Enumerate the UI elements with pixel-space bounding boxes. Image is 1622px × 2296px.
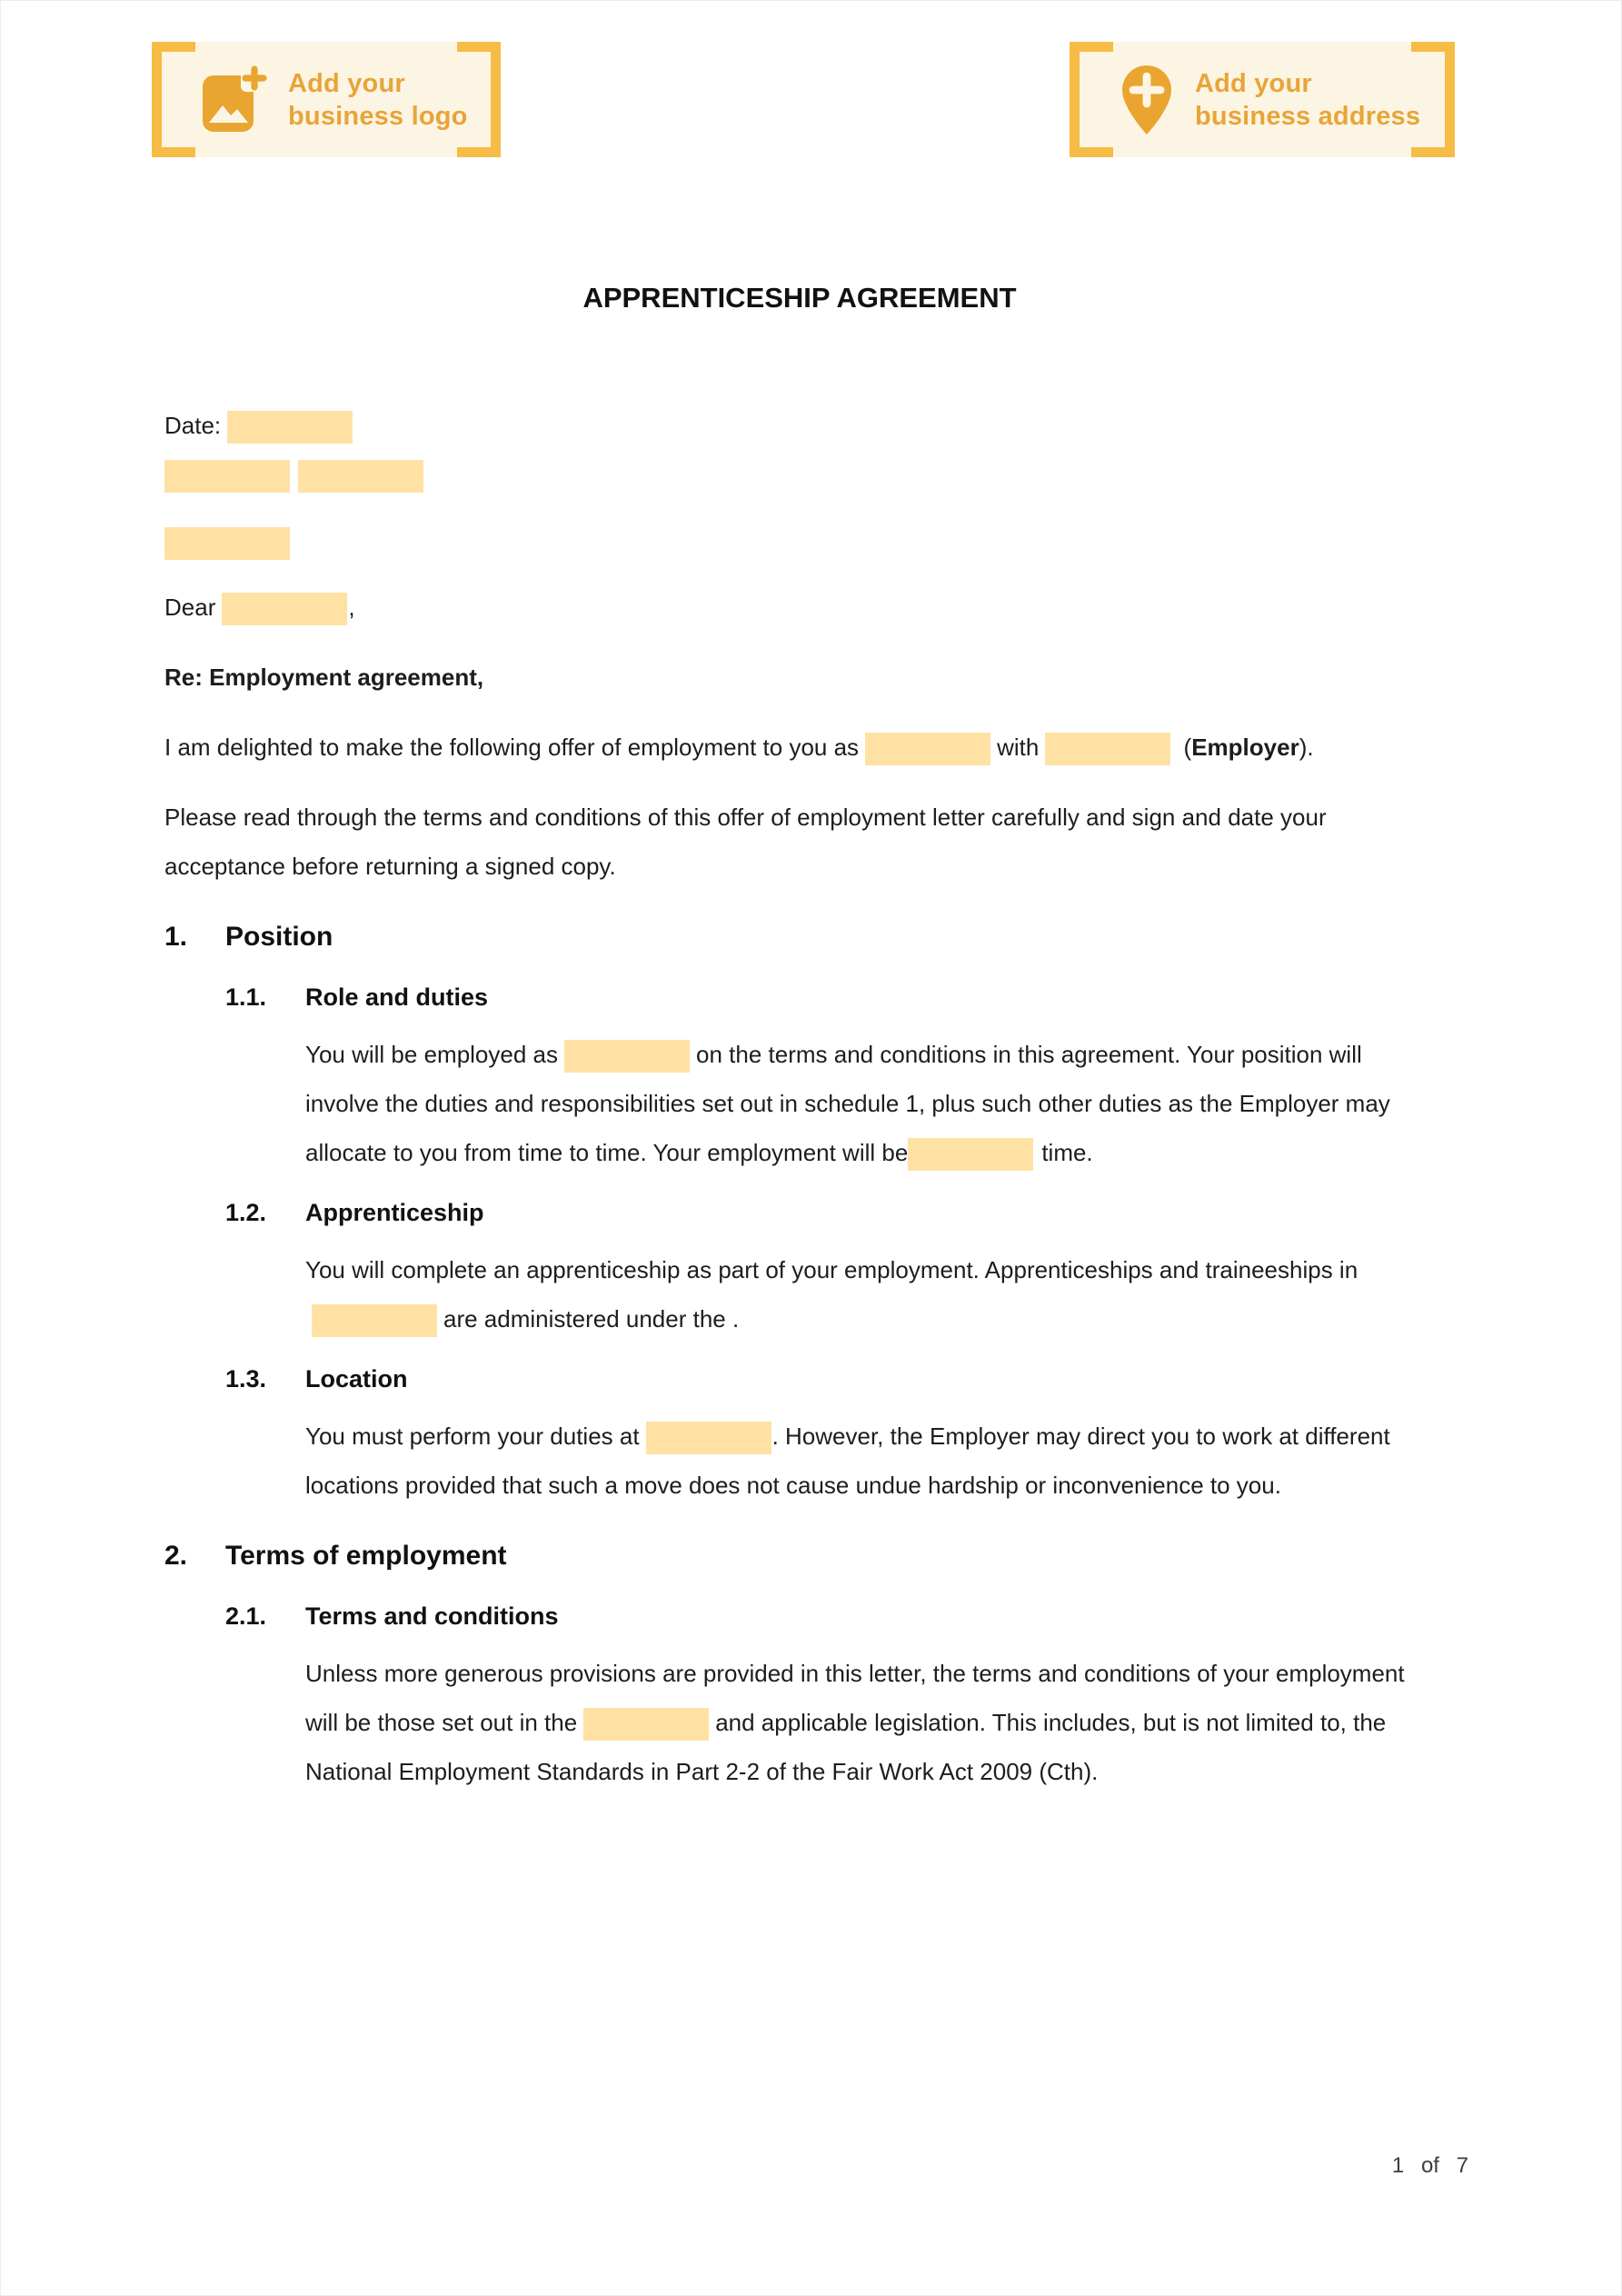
offer-paragraph: I am delighted to make the following offer of employment to you as with (Employer).	[164, 723, 1435, 772]
section-number: 1.	[164, 922, 188, 952]
document-title: APPRENTICESHIP AGREEMENT	[582, 282, 1017, 314]
subsection-heading-2-1	[225, 1592, 1435, 1641]
subsection-title: Location	[305, 1365, 408, 1393]
section-heading-2	[164, 1532, 1435, 1581]
subsection-body-1-2: You will complete an apprenticeship as part of your employment. Apprenticeships and traineeships inare administered under the .	[305, 1245, 1435, 1343]
subsection-title: Apprenticeship	[305, 1199, 484, 1226]
subsection-title: Role and duties	[305, 983, 489, 1011]
page-number: 1 of 7	[1391, 2153, 1468, 2178]
subsection-body-1-1: You will be employed as on the terms and conditions in this agreement. Your position will involve the duties and responsibilities set out in schedule 1, plus such other duties as the Employer may allocate to you from time to time. Your employment will be time.	[305, 1030, 1435, 1177]
section-heading-1	[164, 913, 1435, 962]
add-business-logo-button[interactable]	[152, 42, 501, 157]
subsection-body-1-3: You must perform your duties at . However, the Employer may direct you to work at different locations provided that such a move does not cause undue hardship or inconvenience to you.	[305, 1423, 1390, 1499]
recipient-address-placeholder[interactable]	[164, 527, 290, 560]
read-through-paragraph: Please read through the terms and conditions of this offer of employment letter carefully and sign and date your acceptance before returning a signed copy.	[164, 804, 1327, 880]
employer-bold: Employer	[1191, 734, 1299, 761]
document-content	[164, 274, 1435, 1804]
date-block	[164, 401, 1435, 499]
recipient-line	[164, 450, 1435, 499]
role-placeholder[interactable]	[564, 1040, 690, 1073]
badge-label: Add your business logo	[288, 68, 468, 131]
subsection-heading-1-2	[225, 1188, 1435, 1237]
subsection-heading-1-3	[225, 1354, 1435, 1403]
subsection-number: 2.1.	[225, 1602, 267, 1630]
date-line	[164, 401, 1435, 450]
employer-name-placeholder[interactable]	[1045, 733, 1170, 765]
recipient-address-line	[164, 517, 1435, 566]
subsection-heading-1-1	[225, 973, 1435, 1022]
employment-type-placeholder[interactable]	[908, 1138, 1033, 1171]
recipient-surname-placeholder[interactable]	[298, 460, 423, 493]
section-number: 2.	[164, 1541, 188, 1571]
recipient-name-placeholder[interactable]	[164, 460, 290, 493]
section-title: Position	[225, 922, 333, 952]
subsection-number: 1.2.	[225, 1199, 267, 1226]
subject-line: Re: Employment agreement,	[164, 664, 484, 691]
subsection-number: 1.1.	[225, 983, 267, 1011]
badge-label: Add your business address	[1195, 68, 1421, 131]
state-territory-placeholder[interactable]	[312, 1304, 437, 1337]
subsection-title: Terms and conditions	[305, 1602, 559, 1630]
salutation: Dear ,	[164, 583, 1435, 632]
date-label: Date:	[164, 412, 222, 439]
work-location-placeholder[interactable]	[646, 1422, 771, 1454]
position-title-placeholder[interactable]	[865, 733, 990, 765]
subsection-body-2-1: Unless more generous provisions are provided in this letter, the terms and conditions of your employment will be those set out in the and applicable legislation. This includes, but is not limited to, the National Employment Standards in Part 2-2 of the Fair Work Act 2009 (Cth).	[305, 1660, 1405, 1785]
salutation-name-placeholder[interactable]	[222, 593, 347, 625]
section-title: Terms of employment	[225, 1541, 507, 1571]
add-business-address-button[interactable]	[1070, 42, 1455, 157]
image-plus-icon	[201, 65, 268, 135]
date-value-placeholder[interactable]	[227, 411, 353, 444]
location-pin-plus-icon	[1119, 64, 1175, 136]
subsection-number: 1.3.	[225, 1365, 267, 1393]
award-placeholder[interactable]	[583, 1708, 709, 1741]
